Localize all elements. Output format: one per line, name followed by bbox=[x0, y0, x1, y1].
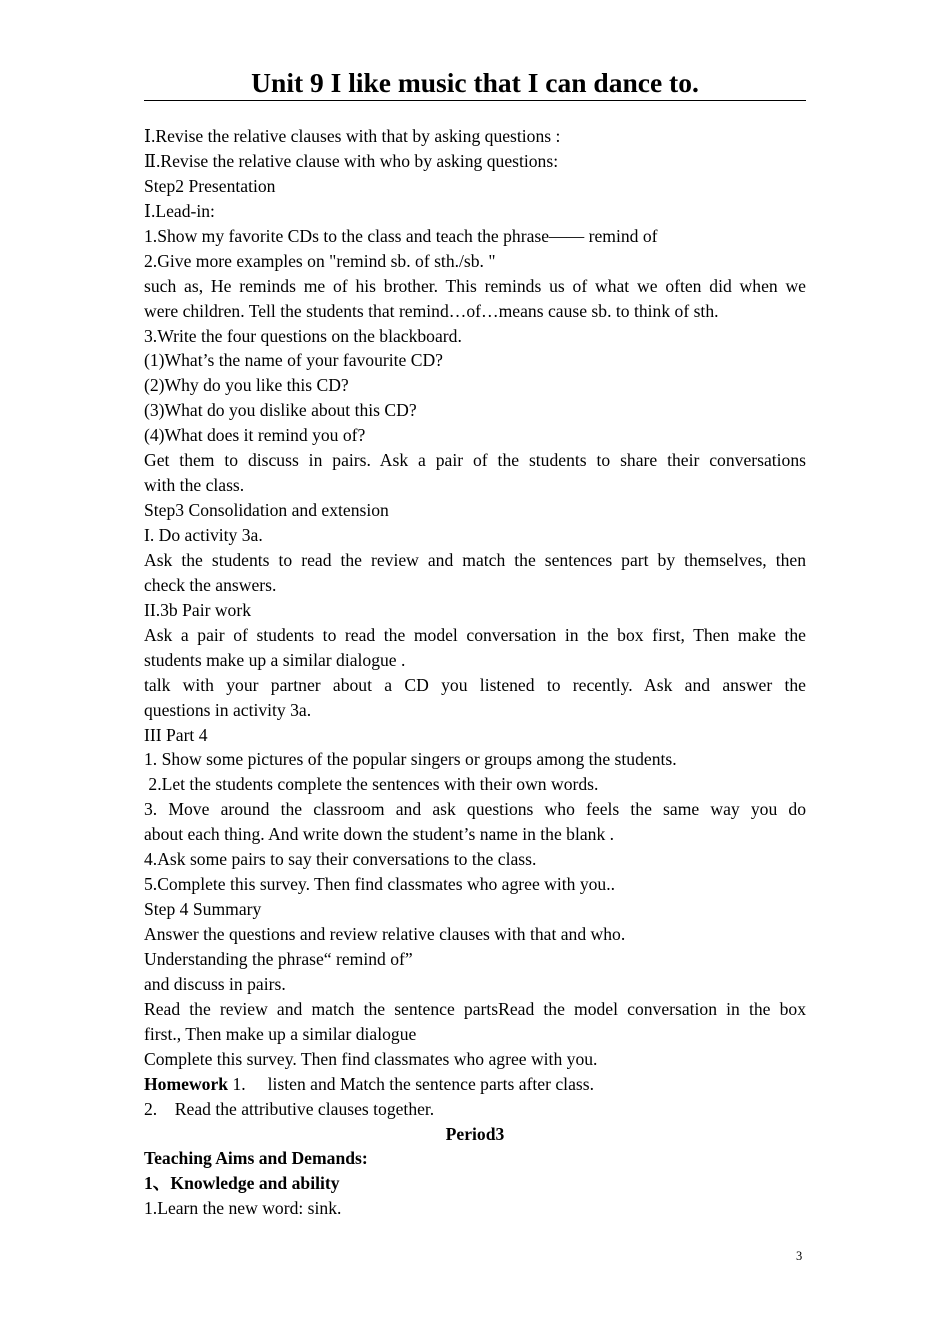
text-line: Ⅱ.Revise the relative clause with who by asking questions: bbox=[144, 150, 559, 171]
text-line: Step3 Consolidation and extension bbox=[144, 500, 389, 521]
page-title: Unit 9 I like music that I can dance to. bbox=[251, 67, 699, 98]
text-line: such as, He reminds me of his brother. This reminds us of what we often did when we bbox=[144, 275, 806, 296]
text-line: Step 4 Summary bbox=[144, 899, 262, 920]
homework-label: Homework bbox=[144, 1073, 229, 1094]
homework-item-1: 1. listen and Match the sentence parts after class. bbox=[232, 1073, 594, 1094]
text-line: III Part 4 bbox=[144, 724, 208, 745]
text-line: (3)What do you dislike about this CD? bbox=[144, 400, 417, 421]
text-line: 1.Learn the new word: sink. bbox=[144, 1198, 342, 1219]
text-line: Understanding the phrase“ remind of” bbox=[144, 948, 413, 969]
text-line: 5.Complete this survey. Then find classmates who agree with you.. bbox=[144, 874, 616, 895]
text-line: (2)Why do you like this CD? bbox=[144, 375, 349, 396]
text-line: check the answers. bbox=[144, 574, 277, 595]
text-line: Complete this survey. Then find classmates who agree with you. bbox=[144, 1048, 598, 1069]
text-line: about each thing. And write down the student’s name in the blank . bbox=[144, 824, 615, 845]
text-line: questions in activity 3a. bbox=[144, 699, 312, 720]
aims-heading: Teaching Aims and Demands: bbox=[144, 1148, 368, 1169]
document-body bbox=[144, 124, 806, 1221]
text-line: Answer the questions and review relative clauses with that and who. bbox=[144, 924, 626, 944]
title-underline bbox=[144, 100, 806, 101]
text-line: 3.Write the four questions on the blackboard. bbox=[144, 325, 462, 346]
homework-item-2: 2. Read the attributive clauses together. bbox=[144, 1098, 435, 1119]
text-line: Ⅰ.Lead-in: bbox=[144, 200, 215, 221]
text-line: were children. Tell the students that remind…of…means cause sb. to think of sth. bbox=[144, 300, 719, 321]
text-line: 1.Show my favorite CDs to the class and teach the phrase—— remind of bbox=[144, 225, 658, 246]
homework-line bbox=[144, 1072, 806, 1097]
text-line: 2.Give more examples on "remind sb. of sth./sb. " bbox=[144, 250, 496, 271]
period-heading: Period3 bbox=[445, 1123, 505, 1144]
text-line: with the class. bbox=[144, 475, 245, 496]
page-number: 3 bbox=[796, 1249, 803, 1263]
text-line: II.3b Pair work bbox=[144, 599, 252, 620]
text-line: 3. Move around the classroom and ask questions who feels the same way you do bbox=[144, 799, 806, 820]
text-line: talk with your partner about a CD you listened to recently. Ask and answer the bbox=[144, 674, 806, 695]
text-line: Ask a pair of students to read the model conversation in the box first, Then make the bbox=[144, 624, 806, 645]
text-line: 1. Show some pictures of the popular singers or groups among the students. bbox=[144, 749, 677, 770]
text-line: 4.Ask some pairs to say their conversations to the class. bbox=[144, 849, 537, 870]
text-line: Ⅰ.Revise the relative clauses with that by asking questions : bbox=[144, 126, 561, 146]
text-line: (4)What does it remind you of? bbox=[144, 425, 366, 446]
text-line: Get them to discuss in pairs. Ask a pair of the students to share their conversations bbox=[144, 450, 806, 471]
text-line: students make up a similar dialogue . bbox=[144, 649, 406, 670]
text-line: first., Then make up a similar dialogue bbox=[144, 1023, 417, 1044]
text-line: and discuss in pairs. bbox=[144, 973, 286, 994]
text-line: (1)What’s the name of your favourite CD? bbox=[144, 350, 443, 371]
knowledge-heading: 1、Knowledge and ability bbox=[144, 1173, 340, 1194]
text-line: Read the review and match the sentence partsRead the model conversation in the box bbox=[144, 998, 806, 1019]
text-line: Ask the students to read the review and match the sentences part by themselves, then bbox=[144, 549, 806, 570]
text-line: 2.Let the students complete the sentences with their own words. bbox=[144, 774, 599, 795]
text-line: I. Do activity 3a. bbox=[144, 525, 263, 545]
text-line: Step2 Presentation bbox=[144, 175, 276, 196]
